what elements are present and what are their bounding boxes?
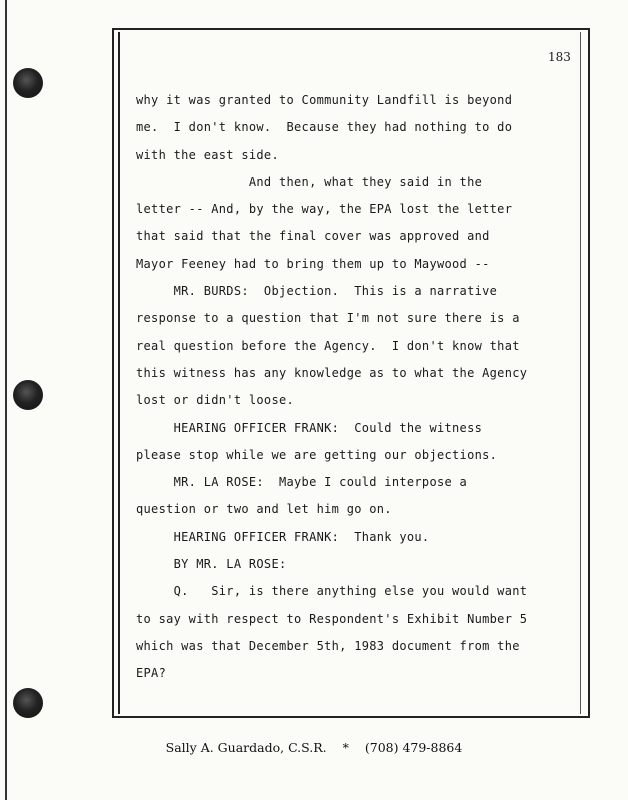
transcript-line: Mayor Feeney had to bring them up to Maywood -- — [136, 256, 490, 271]
transcript-line: response to a question that I'm not sure there is a — [136, 311, 520, 326]
margin-rule-right — [580, 32, 581, 714]
transcript-line: why it was granted to Community Landfill is beyond — [136, 93, 513, 107]
transcript-line: EPA? — [136, 666, 167, 681]
reporter-name: Sally A. Guardado, C.S.R. — [165, 740, 327, 755]
transcript-line: BY MR. LA ROSE: — [136, 557, 287, 572]
transcript-line: to say with respect to Respondent's Exhibit Number 5 — [136, 611, 528, 626]
transcript-line: letter -- And, by the way, the EPA lost the letter — [136, 202, 513, 217]
transcript-line: HEARING OFFICER FRANK: Could the witness — [136, 420, 483, 435]
transcript-line: question or two and let him go on. — [136, 502, 392, 517]
punch-hole — [13, 380, 43, 410]
transcript-line: please stop while we are getting our objections. — [136, 447, 498, 462]
reporter-phone: (708) 479-8864 — [364, 740, 463, 755]
transcript-line: which was that December 5th, 1983 document from the — [136, 638, 520, 653]
transcript-body — [136, 90, 576, 691]
transcript-line: me. I don't know. Because they had nothing to do — [136, 120, 513, 135]
margin-rule — [118, 32, 120, 714]
reporter-footer — [0, 740, 628, 755]
punch-hole — [13, 68, 43, 98]
transcript-line: HEARING OFFICER FRANK: Thank you. — [136, 529, 430, 544]
transcript-line: this witness has any knowledge as to what the Agency — [136, 365, 528, 380]
transcript-line: real question before the Agency. I don't know that — [136, 338, 520, 353]
transcript-line: And then, what they said in the — [136, 174, 483, 189]
transcript-line: MR. BURDS: Objection. This is a narrative — [136, 284, 498, 299]
transcript-line: with the east side. — [136, 147, 279, 162]
transcript-line: that said that the final cover was approved and — [136, 229, 490, 244]
transcript-line: Q. Sir, is there anything else you would want — [136, 584, 528, 599]
punch-hole — [13, 688, 43, 718]
transcript-line: MR. LA ROSE: Maybe I could interpose a — [136, 475, 468, 490]
footer-separator: * — [342, 740, 349, 755]
page-number: 183 — [548, 50, 571, 64]
page-edge — [5, 0, 7, 800]
transcript-line: lost or didn't loose. — [136, 393, 295, 408]
